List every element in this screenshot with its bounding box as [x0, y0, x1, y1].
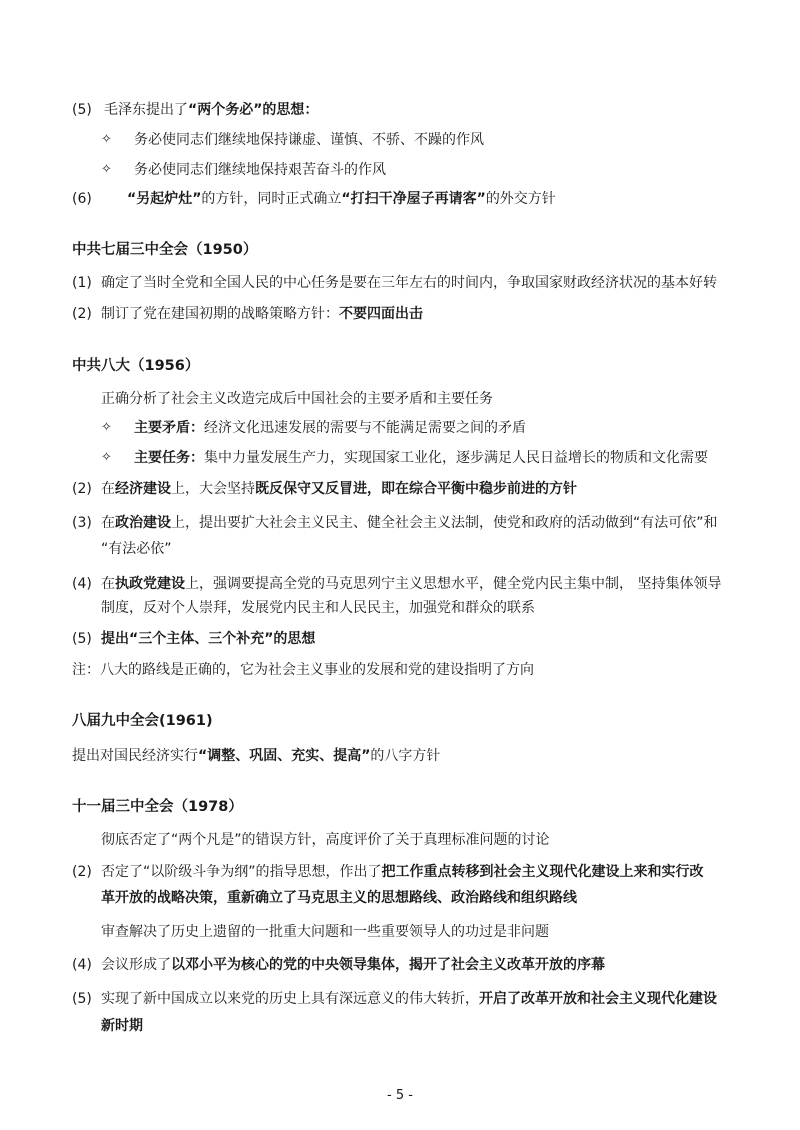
sub-item-text: 务必使同志们继续地保持谦虚、谨慎、不骄、不躁的作风	[134, 132, 484, 148]
item-number: (2)	[72, 481, 92, 497]
paragraph: 审查解决了历史上遗留的一批重大问题和一些重要领导人的功过是非问题	[101, 924, 549, 940]
item-text: 在经济建设上，大会坚持既反保守又反冒进，即在综合平衡中稳步前进的方针	[101, 481, 577, 497]
item-text-continued: 制度，反对个人崇拜，发展党内民主和人民民主，加强党和群众的联系	[101, 600, 535, 616]
diamond-bullet-icon: ✧	[101, 162, 112, 177]
item-text: “另起炉灶”的方针，同时正式确立“打扫干净屋子再请客”的外交方针	[127, 191, 556, 207]
item-number: (5)	[72, 631, 92, 647]
item-text: 实现了新中国成立以来党的历史上具有深远意义的伟大转折，开启了改革开放和社会主义现代化建设	[101, 991, 717, 1007]
section-heading-1978: 十一届三中全会（1978）	[72, 799, 243, 815]
paragraph: 正确分析了社会主义改造完成后中国社会的主要矛盾和主要任务	[101, 391, 493, 407]
paragraph: 彻底否定了“两个凡是”的错误方针，高度评价了关于真理标准问题的讨论	[101, 832, 550, 848]
item-number: (5)	[72, 991, 92, 1007]
item-text: 会议形成了以邓小平为核心的党的中央领导集体，揭开了社会主义改革开放的序幕	[101, 957, 605, 973]
sub-item-text: 务必使同志们继续地保持艰苦奋斗的作风	[134, 162, 386, 178]
item-number: (4)	[72, 576, 92, 592]
item-text-continued: 新时期	[101, 1018, 143, 1034]
item-text-continued: “有法必依”	[101, 541, 172, 557]
diamond-bullet-icon: ✧	[101, 450, 112, 465]
section-heading-1956: 中共八大（1956）	[72, 358, 200, 374]
paragraph: 提出对国民经济实行“调整、巩固、充实、提高”的八字方针	[72, 748, 441, 764]
section-heading-1961: 八届九中全会(1961)	[72, 713, 213, 729]
diamond-bullet-icon: ✧	[101, 420, 112, 435]
item-text: 否定了“以阶级斗争为纲”的指导思想，作出了把工作重点转移到社会主义现代化建设上来和实行改	[101, 864, 704, 880]
item-text: 提出“三个主体、三个补充”的思想	[101, 631, 316, 647]
item-number: (3)	[72, 515, 92, 531]
item-number: (1)	[72, 275, 92, 291]
item-number: (6)	[72, 191, 92, 207]
sub-item-text: 主要矛盾：经济文化迅速发展的需要与不能满足需要之间的矛盾	[134, 420, 526, 436]
item-text: 毛泽东提出了“两个务必”的思想：	[104, 102, 319, 118]
diamond-bullet-icon: ✧	[101, 132, 112, 147]
item-text: 制订了党在建国初期的战略策略方针：不要四面出击	[101, 306, 423, 322]
page-number: - 5 -	[387, 1088, 413, 1103]
sub-item-text: 主要任务：集中力量发展生产力，实现国家工业化，逐步满足人民日益增长的物质和文化需要	[134, 450, 708, 466]
item-text-continued: 革开放的战略决策，重新确立了马克思主义的思想路线、政治路线和组织路线	[101, 890, 577, 906]
note: 注：八大的路线是正确的，它为社会主义事业的发展和党的建设指明了方向	[72, 662, 534, 678]
item-text: 在执政党建设上，强调要提高全党的马克思列宁主义思想水平，健全党内民主集中制， 坚持集体领导	[101, 576, 722, 592]
item-text: 确定了当时全党和全国人民的中心任务是要在三年左右的时间内，争取国家财政经济状况的基本好转	[101, 275, 717, 291]
item-number: (2)	[72, 864, 92, 880]
item-number: (4)	[72, 957, 92, 973]
item-text: 在政治建设上，提出要扩大社会主义民主、健全社会主义法制，使党和政府的活动做到“有法可依”和	[101, 515, 718, 531]
section-heading-1950: 中共七届三中全会（1950）	[72, 242, 258, 258]
item-number: (2)	[72, 306, 92, 322]
item-number: (5)	[72, 102, 92, 118]
